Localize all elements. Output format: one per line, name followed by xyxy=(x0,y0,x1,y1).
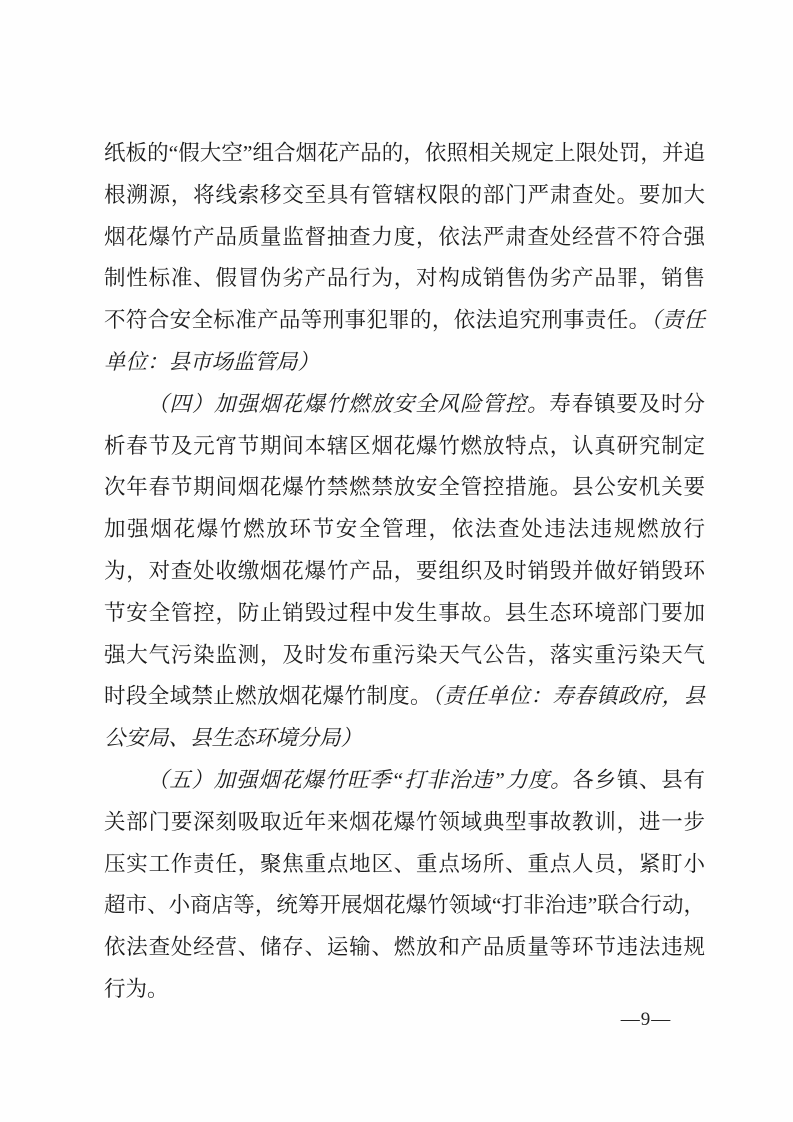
paragraph-continuation xyxy=(104,133,705,384)
paragraph-section-4 xyxy=(104,384,705,760)
body-text-run: 寿春镇要及时分析春节及元宵节期间本辖区烟花爆竹燃放特点，认真研究制定次年春节期间烟花爆竹禁燃禁放安全管控措施。县公安机关要加强烟花爆竹燃放环节安全管理，依法查处违法违规燃放行为，对查处收缴烟花爆竹产品，要组织及时销毁并做好销毁环节安全管控，防止销毁过程中发生事故。县生态环境部门要加强大气污染监测，及时发布重污染天气公告，落实重污染天气时段全域禁止燃放烟花爆竹制度。 xyxy=(104,391,705,709)
document-body xyxy=(104,133,705,1011)
responsibility-unit: （责任单位：县市场监管局） xyxy=(104,308,705,374)
responsibility-unit: （责任单位：寿春镇政府，县公安局、县生态环境分局） xyxy=(104,684,705,751)
section-heading: （四）加强烟花爆竹燃放安全风险管控。 xyxy=(147,391,550,416)
section-heading: （五）加强烟花爆竹旺季“打非治违”力度。 xyxy=(147,767,573,792)
paragraph-section-5 xyxy=(104,760,705,1011)
body-text-run: 各乡镇、县有关部门要深刻吸取近年来烟花爆竹领域典型事故教训，进一步压实工作责任，聚焦重点地区、重点场所、重点人员，紧盯小超市、小商店等，统筹开展烟花爆竹领域“打非治违”联合行动，依法查处经营、储存、运输、燃放和产品质量等环节违法违规行为。 xyxy=(104,767,705,1001)
page-number: —9— xyxy=(620,1009,672,1030)
body-text-run: 纸板的“假大空”组合烟花产品的，依照相关规定上限处罚，并追根溯源，将线索移交至具有管辖权限的部门严肃查处。要加大烟花爆竹产品质量监督抽查力度，依法严肃查处经营不符合强制性标准、假冒伪劣产品行为，对构成销售伪劣产品罪，销售不符合安全标准产品等刑事犯罪的，依法追究刑事责任。 xyxy=(104,141,705,333)
